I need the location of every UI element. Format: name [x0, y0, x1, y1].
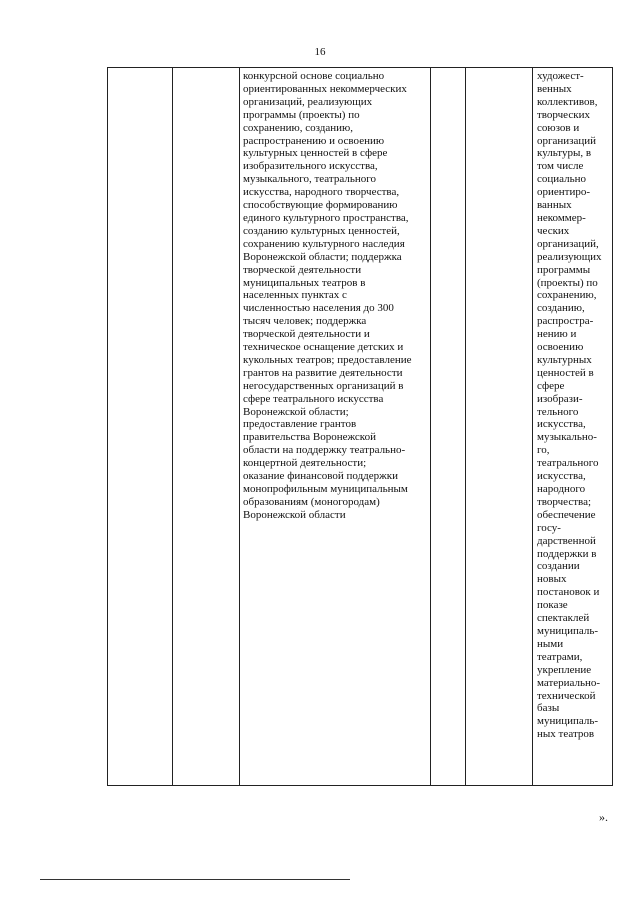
text-line: муниципаль- — [537, 624, 599, 637]
text-line: оказание финансовой поддержки — [243, 470, 398, 483]
text-line: базы — [537, 702, 560, 715]
text-line: сфере — [537, 379, 565, 392]
text-line: распространению и освоению — [243, 134, 385, 147]
text-line: народного — [537, 483, 586, 495]
text-line: Воронежской области; поддержка — [243, 250, 402, 263]
text-line: Воронежской области — [243, 508, 346, 521]
text-line: программы (проекты) по — [243, 108, 360, 121]
text-line: муниципаль- — [537, 715, 599, 728]
text-line: организаций — [537, 134, 597, 147]
text-line: единого культурного пространства, — [243, 211, 409, 224]
text-line: культурных — [537, 353, 592, 366]
text-line: искусства, — [537, 418, 586, 431]
text-line: госу- — [537, 521, 561, 534]
text-line: техническое оснащение детских и — [243, 341, 404, 354]
text-line: социально — [537, 173, 587, 186]
text-line: новых — [537, 573, 567, 586]
text-line: концертной деятельности; — [243, 457, 367, 470]
text-line: распростра- — [537, 315, 594, 328]
text-line: реализующих — [537, 250, 602, 263]
text-line: ных театров — [537, 728, 595, 741]
text-line: технической — [537, 689, 596, 702]
text-line: численностью населения до 300 — [243, 302, 394, 315]
text-line: творчества; — [537, 495, 592, 508]
footnote-divider — [40, 879, 350, 880]
text-line: области на поддержку театрально- — [243, 444, 406, 457]
text-line: предоставление грантов — [243, 418, 357, 431]
table-cell-col4 — [431, 68, 466, 786]
text-line: ориентиро- — [537, 186, 591, 199]
text-line: нению и — [537, 328, 577, 341]
text-line: ными — [537, 637, 564, 650]
text-line: творческой деятельности — [243, 263, 362, 276]
text-line: организаций, — [537, 237, 599, 250]
table-cell-col2 — [173, 68, 240, 786]
text-line: (проекты) по — [537, 276, 598, 289]
text-line: организаций, реализующих — [243, 95, 373, 108]
text-line: сфере театрального искусства — [243, 392, 384, 405]
text-line: ческих — [537, 224, 570, 237]
text-line: изобрази- — [537, 392, 583, 405]
table-cell-col5 — [466, 68, 533, 786]
text-line: дарственной — [537, 534, 596, 547]
text-line: ценностей в — [537, 366, 594, 379]
text-line: Воронежской области; — [243, 405, 349, 418]
text-line: конкурсной основе социально — [243, 70, 385, 82]
text-line: созданию, — [537, 302, 585, 315]
text-line: грантов на развитие деятельности — [243, 366, 403, 379]
text-line: постановок и — [537, 586, 600, 599]
table-cell-col1 — [108, 68, 173, 786]
text-line: театрального — [537, 457, 599, 470]
text-line: созданию культурных ценностей, — [243, 224, 400, 237]
text-line: творческой деятельности и — [243, 328, 370, 341]
text-line: негосударственных организаций в — [243, 379, 404, 392]
text-line: ванных — [537, 199, 572, 212]
table-row — [108, 68, 613, 786]
text-line: материально- — [537, 676, 601, 689]
text-line: театрами, — [537, 650, 583, 663]
table-cell-col3-description — [240, 68, 431, 786]
text-line: художест- — [537, 70, 584, 82]
text-line: союзов и — [537, 121, 580, 134]
text-line: тысяч человек; поддержка — [243, 315, 367, 328]
text-line: обеспечение — [537, 508, 596, 521]
text-line: венных — [537, 82, 572, 95]
text-line: сохранению культурного наследия — [243, 237, 405, 250]
text-line: некоммер- — [537, 211, 586, 224]
text-line: искусства, — [537, 470, 586, 483]
text-line: изобразительного искусства, — [243, 160, 378, 173]
text-line: музыкально- — [537, 431, 597, 444]
text-line: муниципальных театров в — [243, 276, 366, 289]
text-line: ориентированных некоммерческих — [243, 82, 407, 95]
text-line: освоению — [537, 341, 584, 354]
text-line: сохранению, созданию, — [243, 121, 353, 134]
text-line: спектаклей — [537, 612, 590, 625]
text-line: правительства Воронежской — [243, 431, 376, 444]
text-line: кукольных театров; предоставление — [243, 353, 412, 366]
text-line: укрепление — [537, 663, 592, 676]
text-line: коллективов, — [537, 95, 598, 108]
table-cell-col6-outcome — [533, 68, 613, 786]
text-line: творческих — [537, 108, 590, 121]
text-line: го, — [537, 444, 550, 457]
text-line: населенных пунктах с — [243, 289, 347, 302]
text-line: способствующие формированию — [243, 199, 398, 212]
text-line: том числе — [537, 160, 584, 173]
text-line: поддержки в — [537, 547, 597, 560]
text-line: культуры, в — [537, 147, 592, 160]
text-line: тельного — [537, 405, 579, 418]
text-line: сохранению, — [537, 289, 597, 302]
text-line: образованиям (моногородам) — [243, 495, 380, 508]
program-table — [107, 67, 613, 786]
page-number: 16 — [314, 46, 326, 58]
text-line: монопрофильным муниципальным — [243, 483, 408, 495]
text-line: создании — [537, 560, 580, 573]
text-line: культурных ценностей в сфере — [243, 147, 388, 160]
text-line: искусства, народного творчества, — [243, 186, 400, 199]
closing-quote: ». — [599, 810, 608, 824]
text-line: программы — [537, 263, 591, 276]
text-line: показе — [537, 599, 568, 612]
text-line: музыкального, театрального — [243, 173, 376, 186]
